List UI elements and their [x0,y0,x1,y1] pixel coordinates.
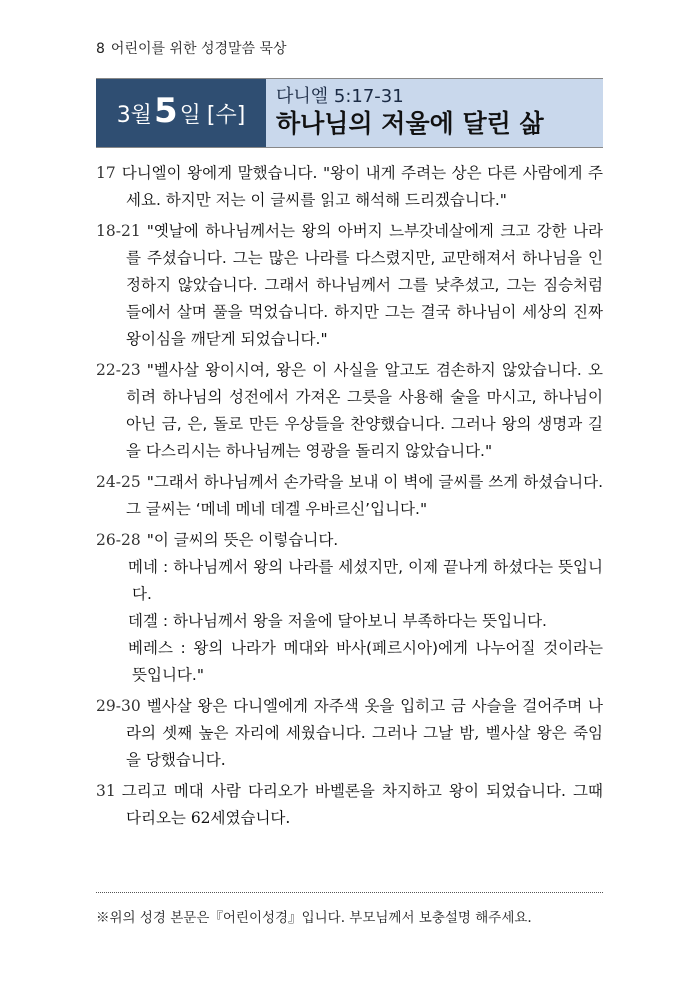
verse-24-25 [96,469,603,523]
verse-22-23 [96,357,603,465]
book-title: 어린이를 위한 성경말씀 묵상 [110,41,287,57]
verse-text: "이 글씨의 뜻은 이렇습니다. [146,531,339,549]
verse-26-28 [96,527,603,554]
verse-number: 31 [96,782,116,800]
verse-29-30 [96,693,603,774]
verse-text: "벨사살 왕이시여, 왕은 이 사실을 알고도 겸손하지 않았습니다. 오히려 하나님의 성전에서 가져온 그릇을 사용해 술을 마시고, 하나님이 아닌 금, 은, 돌로 만든 우상들을 찬양했습니다. 그러나 왕의 생명과 길을 다스리시는 하나님께는 영광을 돌리지 않았습니다." [126,361,603,460]
title-band [96,78,603,148]
date-weekday: [수] [206,102,246,128]
meaning-peres: 베레스 : 왕의 나라가 메대와 바사(페르시아)에게 나누어질 것이라는 뜻입니다." [128,639,603,684]
date-month: 3월 [116,102,152,128]
running-header [96,38,287,58]
verse-text: 그리고 메대 사람 다리오가 바벨론을 차지하고 왕이 되었습니다. 그때 다리오는 62세였습니다. [121,782,603,827]
date-day-suffix: 일 [179,102,201,128]
footnote: ※위의 성경 본문은『어린이성경』입니다. 부모님께서 보충설명 해주세요. [96,910,532,926]
verse-number: 24-25 [96,473,141,491]
verse-number: 29-30 [96,697,141,715]
page-title: 하나님의 저울에 달린 삶 [276,109,544,138]
meaning-mene: 메네 : 하나님께서 왕의 나라를 세셨지만, 이제 끝나게 하셨다는 뜻입니다. [128,558,603,603]
verse-31 [96,778,603,832]
scripture-body [96,160,603,836]
divider [96,892,603,893]
verse-number: 17 [96,164,116,182]
verse-text: "왕이 내게 주려는 상은 다른 사람에게 주세요. 하지만 저는 이 글씨를 읽고 해석해 드리겠습니다." [126,164,604,209]
verse-number: 22-23 [96,361,141,379]
verse-number: 18-21 [96,222,141,240]
meaning-tekel: 데겔 : 하나님께서 왕을 저울에 달아보니 부족하다는 뜻입니다. [128,612,547,630]
title-block [266,79,603,147]
verse-text: "그래서 하나님께서 손가락을 보내 이 벽에 글씨를 쓰게 하셨습니다. 그 글씨는 ‘메네 메네 데겔 우바르신’입니다." [126,473,603,518]
page-number: 8 [96,41,105,57]
date-day: 5 [153,91,178,131]
verse-number: 26-28 [96,531,141,549]
date-box [96,79,266,147]
scripture-reference: 다니엘 5:17-31 [276,86,404,107]
verse-intro: 다니엘이 왕에게 말했습니다. [121,164,323,182]
verse-18-21 [96,218,603,353]
verse-text: 벨사살 왕은 다니엘에게 자주색 옷을 입히고 금 사슬을 걸어주며 나라의 셋째 높은 자리에 세웠습니다. 그러나 그날 밤, 벨사살 왕은 죽임을 당했습니다. [126,697,603,769]
verse-17 [96,160,603,214]
verse-text: "옛날에 하나님께서는 왕의 아버지 느부갓네살에게 크고 강한 나라를 주셨습니다. 그는 많은 나라를 다스렸지만, 교만해져서 하나님을 인정하지 않았습니다. 그래서 하나님께서 그를 낮추셨고, 그는 짐승처럼 들에서 살며 풀을 먹었습니다. 하지만 그는 결국 하나님이 세상의 진짜 왕이심을 깨닫게 되었습니다." [126,222,603,348]
